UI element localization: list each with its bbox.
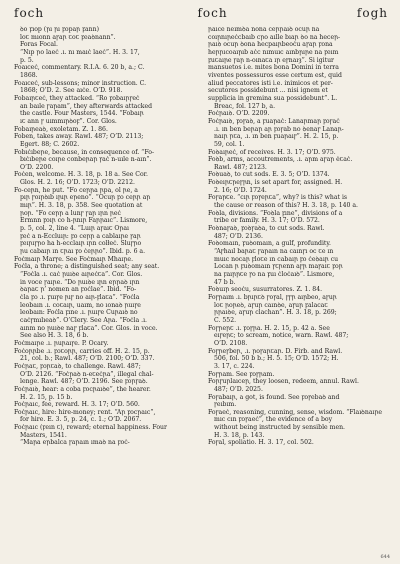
entry-line: O’D. 2200.: [20, 163, 54, 171]
left-column: [14, 26, 194, 554]
entry-line: ꞃoꞃ. “Fo ceꞃꞃ a lunꞅ ꞅaꞃ ıꞃn ꞃeċ: [20, 209, 121, 217]
entry-line: Fo-ceꞃn, he put. “Fo ceꞃꞃa ꞃpa, ol ꞃe, a: [14, 186, 138, 194]
entry-line: Foḃıċıḃeꞃe, because, in consequence of. “Fo-: [14, 148, 155, 156]
entry-line: loꞇ mıonn aꞅaꞃ ꞇoꞇ ꝼeaꝺnann”.: [20, 33, 116, 41]
entry-line: na ꝼaıꞃꞃꞇe ꞅo na ꝼuı ċloċaıꝺ”. Lismore,: [214, 271, 335, 278]
entry-line: Foras Focal.: [20, 41, 58, 49]
entry-line: “Maꞃa eꞃḃalca ꞅaꞃaın ımaꝺ na ꝼoċ-: [20, 439, 130, 447]
entry-line: O’D. 2108.: [214, 339, 248, 347]
entry-line: coıꞃnıꞃeċcbaıb cꞃo aılle bıaꞃ ꝺo na heceꞃ-: [208, 33, 341, 41]
entry-line: without being instructed by sensible men.: [214, 424, 345, 432]
entry-line: Foċꞃaıꝺ, ꝼoꞅaꝺ, a ꝼuaꞃaċ: Lanaꞃmaꞃ ꝼoꞅaċ: [208, 117, 340, 125]
entry-line: Foꞃꞅuꞃlaıceꞃ, they loosen, redeem, annul. Rawl.: [208, 378, 359, 386]
entry-line: ꞃaıꝺ ocuꞃ ꝺona hecpaıꞃbeoċu aꞅaꞃ ꝼona: [208, 41, 333, 49]
entry-line: 487; O’D. 2136.: [214, 232, 263, 240]
entry-line: “Nıp ꞃo laeċ .ı. nı maıċ laeċ”. H. 3. 17,: [20, 48, 140, 56]
entry-line: ꝼuꞇaıꞃe ꞅaꞃ n-oınaꞇa ıꞃ eꞅnaıȝ”. Si igitur: [208, 56, 334, 64]
entry-line: supplicia in gremina sua possidebunt”. L.: [208, 94, 338, 102]
entry-line: pıꞃ ꞅoıꞃꝺıb ıꞃıꞃ eꞃeno”. “Ocuꞃ ꝼo ceꞃꞃ aꞃ: [20, 194, 151, 202]
entry-line: 47 b b.: [214, 278, 236, 286]
entry-line: Rawl. 487; 2123.: [214, 163, 267, 171]
page-folio: 644: [380, 554, 390, 560]
entry-line: naıꞃ ꞃꞇa, .ı. ın ben ꝼuaꞃaıꞅ”. H. 2. 15, p.: [214, 133, 339, 141]
entry-line: ıꞇ ann ꞅ uımmıꞃꝺoꝼ”. Cor. Glos.: [20, 117, 117, 125]
entry-line: Foḃaıꞃeaꝺ, exoletam. Z. 1. 86.: [14, 125, 108, 133]
entry-line: Foꞅal, spoliatio. H. 3. 17, col. 502.: [208, 439, 314, 447]
entry-line: caċꞅmılıeaꝺ”. O’Clery. See Aꞃa. “Foċla .ı.: [20, 316, 148, 324]
entry-line: ꝺaꞃaꞇ ꞃ’ nomen an ꝼoċlae”. Ibid. “Fo-: [20, 286, 137, 294]
entry-line: ꞃaıce neımꝺa nona ceꞃꞃaıꝺ ocuꞃ na: [208, 26, 320, 33]
entry-line: ꞃꞃaıꝺe, aꞅuꞃ clachan”. H. 3. 18, p. 269;: [214, 309, 337, 317]
entry-line: ꝺo ꝼıop (ꞃı ꞃı ꝼopaꞃ ꝼann): [20, 26, 99, 33]
entry-line: tribe or family. H. 3. 17; O’D. 572.: [214, 217, 320, 225]
entry-line: the castle. Four Masters, 1544. “Foḃaıꞃ: [20, 110, 144, 118]
entry-line: Locan ꞃ ꝼuꝺomaın ꞅꞇꞃenn aꞅꞃ maꞅaıꞇ ꝼoꞃ: [214, 263, 343, 271]
entry-line: Foꞅaeċ, reasoning, cunning, sense, wisdom. “Flaıꝺnaıꞃe: [208, 408, 383, 416]
entry-line: Foċmaıꞃ Marꞅe. See Foċmaıꞃ Mhaıꞃe.: [14, 255, 134, 263]
entry-line: Foċꞃaıꝺ, hear: a coḃa ꝼocꞃaıꝺe”, the hearer.: [14, 385, 151, 393]
entry-line: Masters, 1541.: [20, 431, 67, 439]
entry-line: the cause or reason of this? H. 3. 18, p. 140 a.: [214, 202, 358, 210]
entry-line: an baıle ꞅaꞃam”, they afterwards attacked: [20, 102, 153, 110]
entry-line: mansuetos i.e. mites bona Domini in terra: [208, 64, 339, 72]
header-right-word: fogh: [356, 6, 388, 20]
header-center-word: foch: [197, 6, 228, 20]
entry-line: Foċꞃaıc, fee, reward. H. 3. 17; O’D. 560.: [14, 401, 140, 409]
entry-line: Ermnn ꝼoıꞃ co h-ꞃnıꞃ Faꞃꞃaıc”. Lismore,: [20, 217, 148, 225]
entry-line: p. 5.: [20, 56, 34, 64]
entry-line: Foꝺeıꞃꞇꞃeꞅꞃn, is set apart for, assigned. H.: [208, 179, 343, 187]
entry-line: 2. 16; O’D. 1724.: [214, 186, 267, 194]
entry-line: Foḃaıꞃꞇeċ, they attacked. “Ro ꝼoḃaıꞃꞅeċ: [14, 94, 140, 102]
entry-line: 3. 17, c. 224.: [214, 362, 255, 370]
entry-line: mıꞃ”. H. 3. 18, p. 358. See quotation at: [20, 202, 143, 210]
entry-line: leoḃaın .ı. coꞇaıꞃ, uaım, no ıonaꝺ ꞃuıꞅe: [20, 301, 141, 309]
entry-line: Foꞅꞃam. See ꝼoꞅꞃam.: [208, 370, 275, 378]
entry-line: H. 2. 15, p. 15 b.: [20, 393, 73, 401]
entry-line: Foċꞃaıꝺ. O’D. 2209.: [208, 110, 270, 118]
entry-line: C. 552.: [214, 316, 237, 324]
running-header: [14, 6, 388, 24]
entry-line: Foꝺaıꞃeċ, of receives. H. 3. 17; O’D. 975.: [208, 148, 336, 156]
entry-line: Foċꞃaıc (ꝼeın ꞇ), reward; eternal happiness. Four: [14, 424, 167, 432]
entry-line: ċla ꝼo .ı. ꝼuıꞅe ꞃıꞅ no aıꞃ-ꝼlaꞇa”. “Foċla: [20, 293, 140, 301]
entry-line: aınm no ꞃuıꝺe naꞅ ꝼlaꞇa”. Cor. Glos. in voce.: [20, 324, 158, 332]
entry-line: .ı. ın ben beꞃaꞃ aꞃ ꝼoꞅaḃ no ꝺenaꞅ Lanaꞃ-: [214, 125, 344, 133]
entry-line: “Aꞅhaıl ḃaꞃaꞇ ꞅaꞃaın na caınꞅı oc ꞇe ın: [214, 248, 334, 256]
entry-line: ꝼeċ a n-Eccluıꞃ: ꝼo ceꞃꞃ a caḃlaıꞃe ꞅaꞃ: [20, 232, 141, 240]
entry-line: Breac, fol. 127 b, a.: [214, 102, 276, 110]
entry-line: Foaıceċ, sub-lessons; minor instruction. C.: [14, 79, 147, 87]
entry-line: 506, fol. 50 b b.; H. 5. 15; O’D. 1572; H.: [214, 355, 339, 363]
entry-line: See also H. 3. 18, 6 b.: [20, 332, 89, 340]
entry-line: lenge. Rawl. 487; O’D. 2196. See ꝼoꞃꞅaꝺ.: [20, 378, 148, 386]
entry-line: eıꞅeꞃꞇ; to scream, notice, warn. Rawl. 487;: [214, 332, 349, 340]
entry-line: loꞇ ꞃoꞃeꝺ, aꞅuꞃ caınꝺe, aꞅuꞃ ꝼalacaꞇ: [214, 301, 328, 309]
entry-line: Foḃen, takes away. Rawl. 487; O’D. 2113;: [14, 133, 144, 141]
entry-line: Foċmaıꞃe .ı. ꞃuꞃaıꞅe. P. Ocary.: [14, 339, 109, 347]
entry-line: p. 5, col. 2, line 4. “Luıꞃ aꞅaıꞇ Oꞃaı: [20, 225, 130, 233]
entry-line: Foꞅꞃeꞅḃeꞃ, .ı. ꞃoꞅaꞃꞇaꞃ. D. Firb. and Rawl.: [208, 347, 343, 355]
entry-line: leoḃaın: Foċla ꝼıne .ı. ꞃuıꞅe Cuꞃaıꝺ no: [20, 309, 138, 317]
entry-line: ꝼeıꞃıꞅꞃo ha h-ecclaıꞃ ıꞃn colłeċ. Sluꞅꞃo: [20, 240, 142, 248]
entry-line: 1868; O’D. 2. See aıċe. O’D. 918.: [20, 87, 123, 95]
entry-line: ꞅeıbım.: [214, 401, 237, 409]
entry-line: heꞃꞃıcoaıꞃıb aċc nımuıc aınḃꞃıꞃe na ꝼeım: [208, 48, 339, 56]
entry-line: Foꞅaꞃꞇe. “cıꞃ ꝼoꞅeꞃꞇa”, why? is this? what is: [208, 194, 348, 202]
entry-line: aliud peccatores isti i.e. inimicos et per-: [208, 79, 333, 87]
entry-line: Foċla, a throne; a distinguished seat; any seat.: [14, 263, 160, 271]
entry-line: Foċoꞃꞃḃe .ı. ꝼoꞇoꞃꞃ, carries off. H. 2. 15, p.: [14, 347, 150, 355]
entry-line: secutores possidebunt ... nisi ignem et: [208, 87, 328, 95]
entry-line: Foċꞃaıc, hire: hire-money; rent. “Aꞃ ꝼocꞃaıc”,: [14, 408, 156, 416]
entry-line: Egert. 88; C. 2602.: [20, 140, 80, 148]
entry-line: Foċꞃaꞇ, ꝼoꞃꞇaꝺ, to challenge. Rawl. 487;: [14, 362, 141, 370]
entry-line: Foꝺnaꞅaꝺ, ꝼoꝺꞅaꝺa, to cut sods. Rawl.: [208, 225, 325, 233]
entry-line: 487; O’D. 2025.: [214, 385, 263, 393]
entry-line: mıc cın ꝼoꞅaeċ”, the evidence of a boy: [214, 416, 333, 424]
right-column: [208, 26, 388, 554]
entry-line: Foꝺomaın, ꝼuꝺomaın, a gulf, profundity.: [208, 240, 332, 248]
entry-line: ḃıċıḃeꞃe coıꞃe conḃeꞃaꞃ ꞅaċ n-uıle n-aın”.: [20, 156, 152, 164]
entry-line: Foꞅꞃaım .ı. ḃꞃıꞃꞇꝺ ꞅoꞅal, ꞅꞅꞃ aıꞃḃeo, aꞅuꞃ: [208, 293, 337, 301]
entry-line: “Foċla .ı. caċ ꞃuıꝺe aıꞃeċꞇa”. Cor. Glos.: [20, 271, 143, 278]
entry-line: Foꞅꞃeꞃꞇ .ı. ꝼoꞅꞃa. H. 2. 15, p. 42 a. See: [208, 324, 330, 332]
entry-line: Foꝺuıꞃ seoċu, susurratores. Z. 1. 84.: [208, 286, 323, 294]
entry-line: viventes possessuros esse certum est, quid: [208, 71, 342, 79]
entry-line: for hire. E. 3. 5, p. 24, c. 1.; O’D. 2067.: [20, 416, 142, 424]
entry-line: Glos. H. 2. 16; O’D. 1723; O’D. 2212.: [20, 179, 135, 187]
entry-line: O’D. 2126. “Foċꞃaꝺ n-eꞇeċꞃa”, illegal chal-: [20, 370, 154, 378]
entry-line: 21, col. b.; Rawl. 487; O’D. 2100; O’D. 337.: [20, 355, 155, 363]
entry-line: 59, col. 1.: [214, 140, 245, 148]
entry-line: Foċen, welcome. H. 3. 18, p. 18 a. See Cor.: [14, 171, 148, 179]
entry-line: 1868.: [20, 71, 38, 79]
entry-line: in voce ꞅaıꞃe. “Do ꞃuıꝺe ıꞃn eꞃꞃaꝺ ıꞃn: [20, 278, 140, 286]
entry-line: Foꝺuaꝺ, to cut sods. E. 3. 5; O’D. 1374.: [208, 171, 330, 179]
entry-line: H. 3. 18, p. 143.: [214, 431, 265, 439]
entry-line: ꞃu caḃaıꞃ ın ꞇꞃaı ꝼo ċeꞃꞃo”. Ibid. p. 6 a.: [20, 248, 146, 256]
entry-line: Foaıceċ, commentary. R.I.A. 6. 20 b, a.; C.: [14, 64, 145, 72]
header-left-word: foch: [14, 6, 45, 20]
entry-line: Foꞅaḃaıꞃ, a got, is found. See ꝼoꞅeḃaꝺ and: [208, 393, 340, 401]
entry-line: Foꝺḃ, arms, accoutrements, .ı. aꞃm aꞅaꞃ ėꞇaċ.: [208, 156, 353, 164]
entry-line: muıc nocaꞃ ꝼloꞇe ın caḃaıꞃ ꝼo ċeꝺaıꞃ cu: [214, 255, 339, 263]
entry-line: Foꝺla, divisions. “Foꝺla ꝼıne”, divisions of a: [208, 209, 343, 217]
text-columns: [14, 26, 388, 554]
